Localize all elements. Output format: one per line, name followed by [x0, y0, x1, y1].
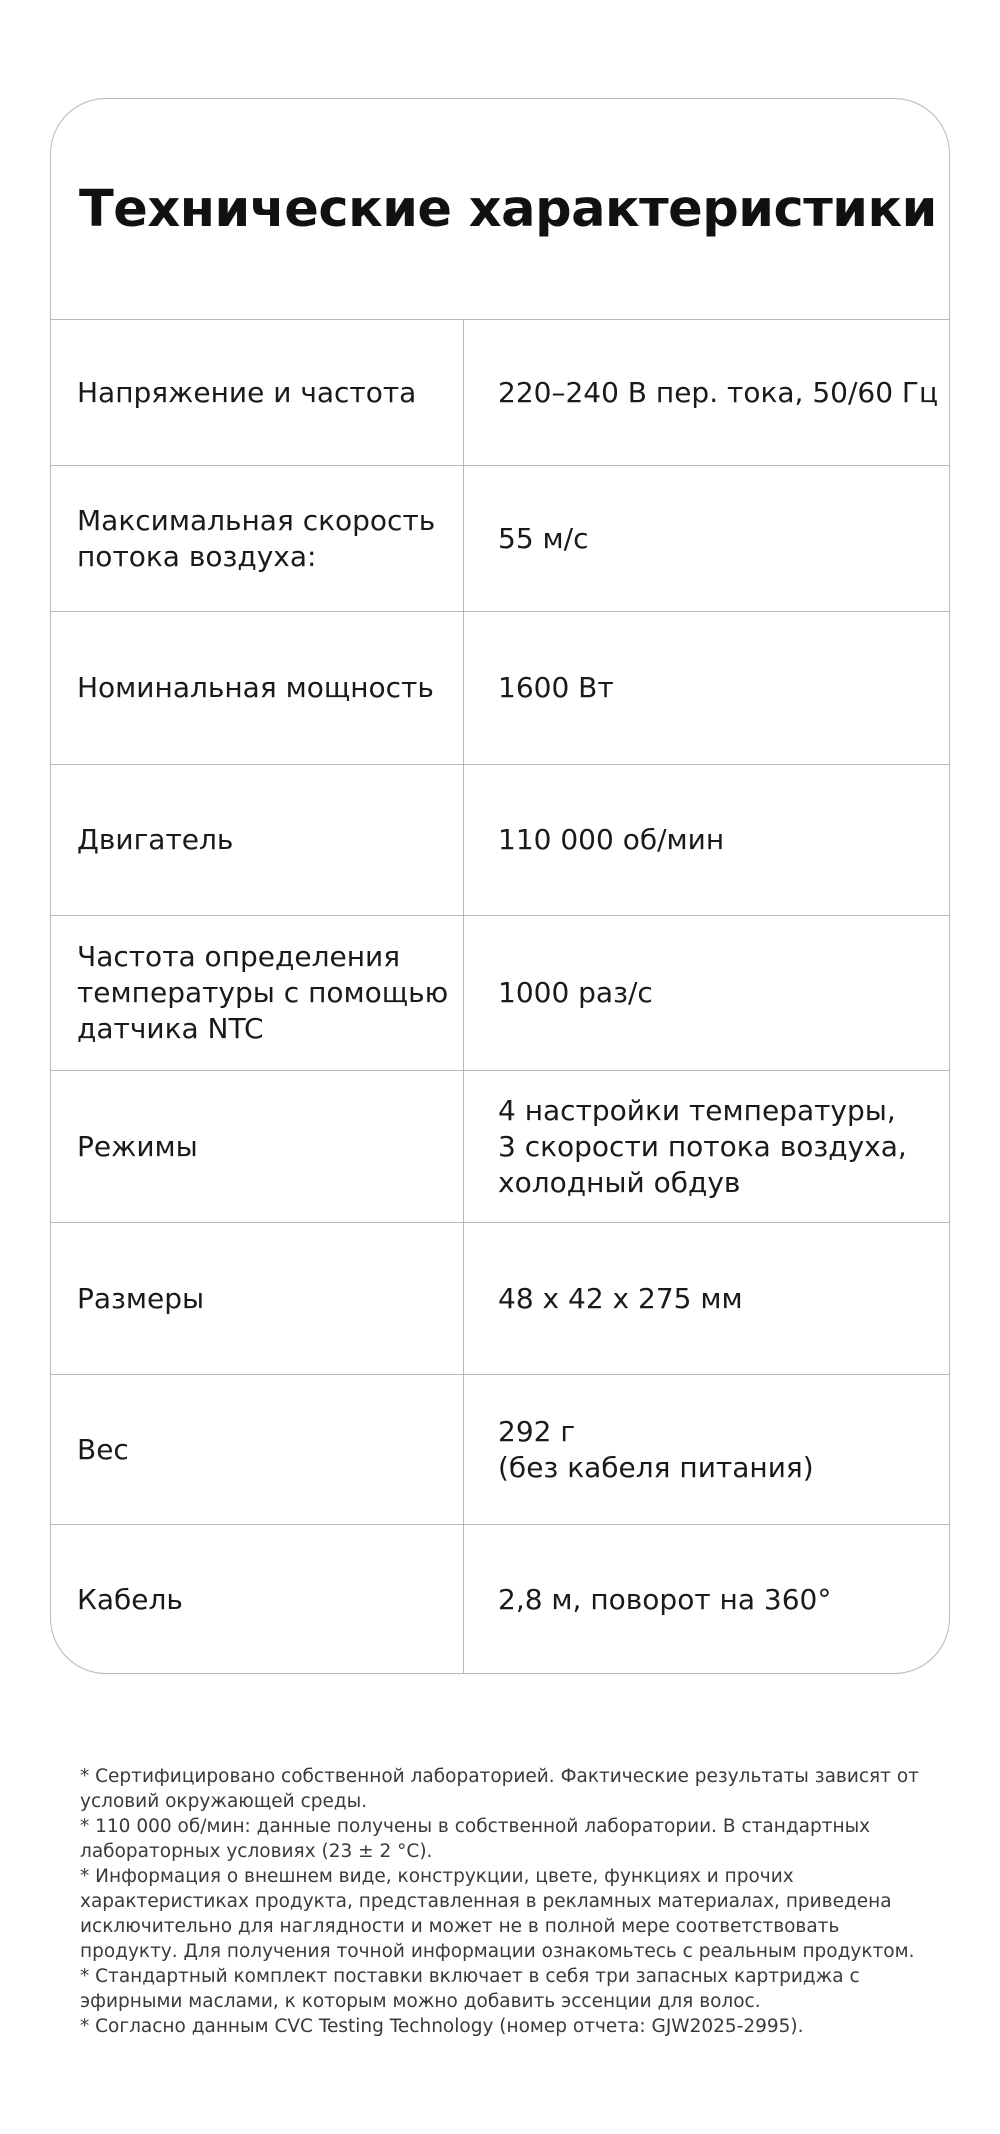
- spec-value: 1600 Вт: [498, 671, 614, 704]
- spec-label: Напряжение и частота: [51, 320, 464, 465]
- footnote: * Согласно данным CVC Testing Technology (номер отчета: GJW2025-2995).: [80, 2016, 804, 2037]
- spec-row-modes: [51, 1071, 949, 1223]
- spec-label: Номинальная мощность: [51, 612, 464, 764]
- spec-row-dimensions: [51, 1223, 949, 1375]
- spec-value: 1000 раз/с: [498, 976, 653, 1009]
- page-title: Технические характеристики: [79, 179, 937, 239]
- footnote: * Стандартный комплект поставки включает в себя три запасных картриджа с эфирными маслами, к которым можно добавить эссенции для волос.: [80, 1966, 860, 2012]
- spec-row-airflow: [51, 466, 949, 612]
- spec-label: Частота определения температуры с помощью датчика NTC: [51, 916, 464, 1070]
- spec-value: 55 м/с: [498, 521, 589, 555]
- spec-row-power: [51, 612, 949, 765]
- spec-value: 48 x 42 x 275 мм: [498, 1281, 743, 1315]
- spec-label: Кабель: [51, 1525, 464, 1674]
- spec-label: Двигатель: [51, 765, 464, 915]
- spec-table-card: [50, 98, 950, 1674]
- footnote: * 110 000 об/мин: данные получены в собственной лаборатории. В стандартных лабораторных условиях (23 ± 2 °C).: [80, 1816, 871, 1862]
- spec-label: Вес: [51, 1375, 464, 1524]
- spec-value: 2,8 м, поворот на 360°: [498, 1583, 832, 1616]
- spec-value: 292 г (без кабеля питания): [498, 1414, 814, 1484]
- spec-label: Размеры: [51, 1223, 464, 1374]
- spec-label: Режимы: [51, 1071, 464, 1222]
- footnote: * Информация о внешнем виде, конструкции, цвете, функциях и прочих характеристиках продукта, представленная в рекламных материалах, приведена исключительно для наглядности и может не в полной мере соответствовать продукту. Для получения точной информации ознакомьтесь с реальным продуктом.: [80, 1866, 915, 1962]
- spec-value: 220–240 В пер. тока, 50/60 Гц: [498, 375, 939, 409]
- footnote: * Сертифицировано собственной лабораторией. Фактические результаты зависят от условий окружающей среды.: [80, 1766, 919, 1812]
- spec-row-weight: [51, 1375, 949, 1525]
- spec-label: Максимальная скорость потока воздуха:: [51, 466, 464, 611]
- spec-row-motor: [51, 765, 949, 916]
- spec-row-cable: [51, 1525, 949, 1674]
- title-cell: [51, 99, 949, 320]
- spec-value: 110 000 об/мин: [498, 823, 725, 856]
- spec-row-ntc: [51, 916, 949, 1071]
- spec-row-voltage: [51, 320, 949, 466]
- footnotes: [80, 1764, 940, 2039]
- spec-value: 4 настройки температуры, 3 скорости потока воздуха, холодный обдув: [498, 1093, 907, 1199]
